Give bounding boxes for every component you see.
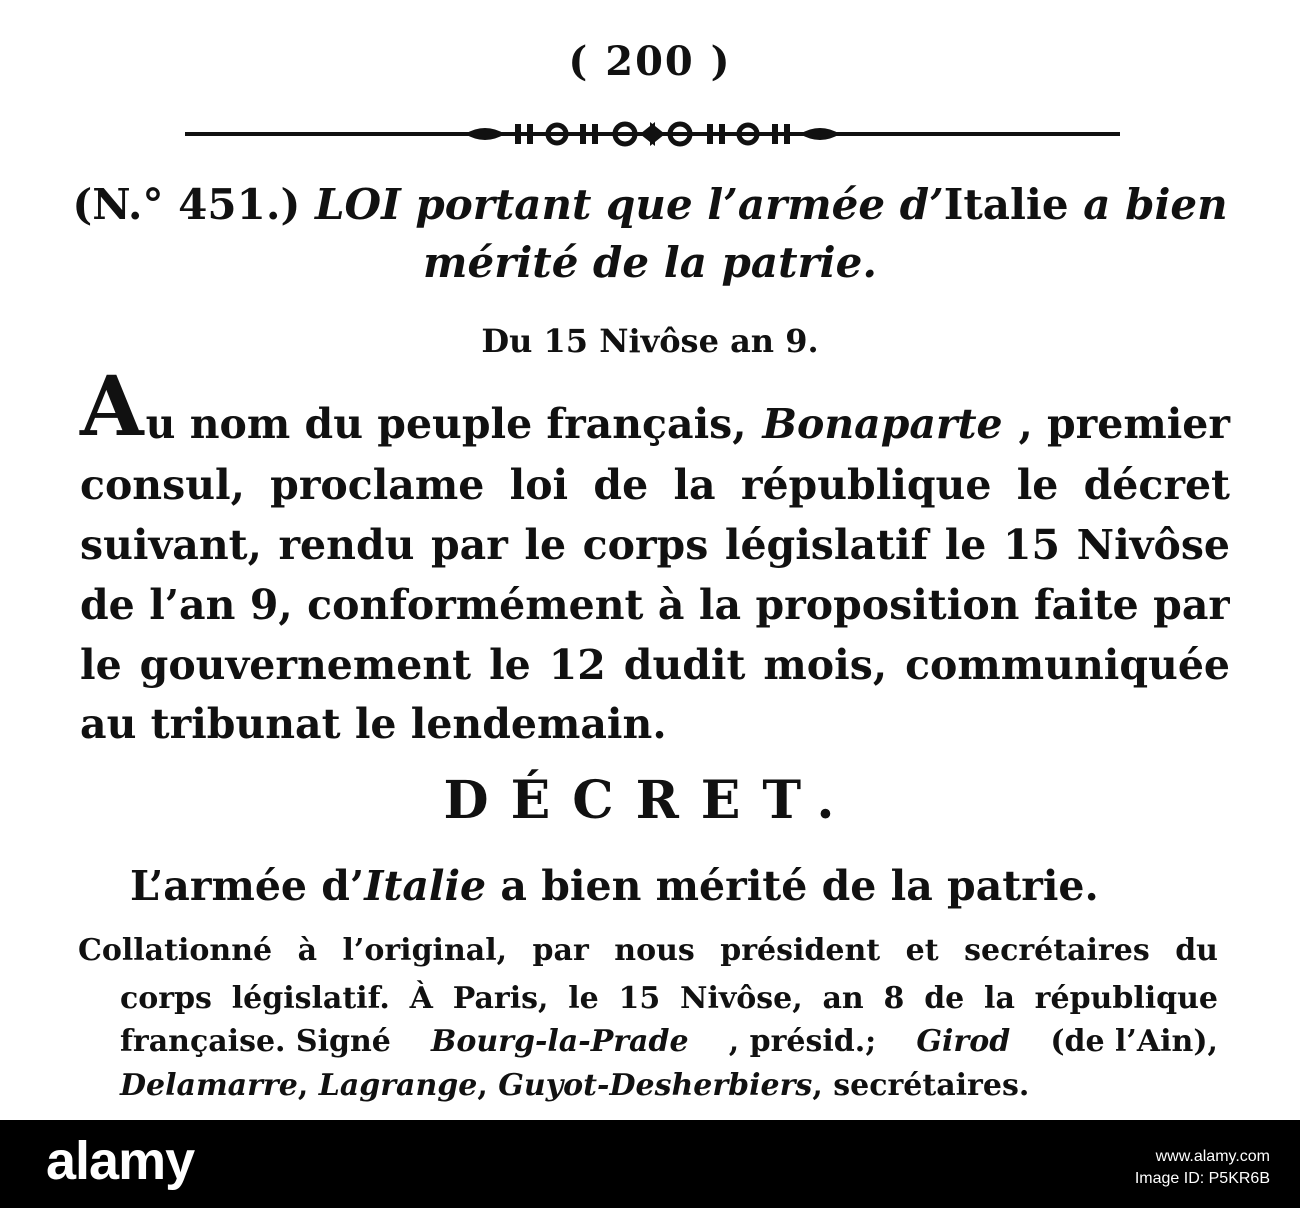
collation-line-1: Collationné à l’original, par nous président et secrétaires du xyxy=(78,933,1218,968)
dateline: Du 15 Nivôse an 9. xyxy=(481,322,819,360)
body-paragraph xyxy=(80,359,1230,455)
signatory-bourg-la-prade: Bourg-la-Prade xyxy=(431,1024,689,1059)
collation-line-2: corps législatif. À Paris, le 15 Nivôse, an 8 de la république xyxy=(120,981,1218,1016)
body-line-4: de l’an 9, conformément à la proposition faite par xyxy=(80,582,1230,628)
signatory-guyot-desherbiers: Guyot-Desherbiers xyxy=(498,1068,813,1103)
law-title-part-3: a bien xyxy=(1083,180,1228,229)
watermark-url: www.alamy.com xyxy=(1155,1148,1270,1165)
ornamental-rule xyxy=(185,112,1120,156)
body-line-6: au tribunat le lendemain. xyxy=(80,700,667,748)
body-line-1-end: , premier xyxy=(1018,400,1230,448)
decret-text-before: L’armée d’ xyxy=(130,862,365,910)
drop-cap: A xyxy=(80,359,144,455)
collation-line-4 xyxy=(120,1068,1100,1103)
decret-text-italie: Italie xyxy=(364,862,487,910)
collation-line-3 xyxy=(120,1024,1218,1059)
body-line-1 xyxy=(80,359,1230,455)
comma: , xyxy=(297,1068,309,1103)
decret-text-after: a bien mérité de la patrie. xyxy=(486,862,1099,910)
page-number: ( 200 ) xyxy=(568,38,732,85)
alamy-logo: alamy xyxy=(46,1131,195,1191)
comma: , xyxy=(477,1068,488,1103)
collation-de-lain: (de l’Ain), xyxy=(1050,1024,1218,1059)
law-title-line-1 xyxy=(0,180,1300,229)
law-title-part-1: LOI portant que l’armée d’ xyxy=(314,180,944,229)
law-title-line-2: mérité de la patrie. xyxy=(423,238,877,287)
collation-signed: française. Signé xyxy=(120,1024,391,1059)
signatory-girod: Girod xyxy=(916,1024,1011,1059)
body-line-5: le gouvernement le 12 dudit mois, communiquée xyxy=(80,642,1230,688)
body-line-1-text: u nom du peuple français, xyxy=(145,400,747,448)
decret-text xyxy=(130,862,1099,910)
decret-heading: DÉCRET. xyxy=(443,770,857,831)
collation-secretaires: , secrétaires. xyxy=(812,1068,1030,1103)
signatory-lagrange: Lagrange xyxy=(318,1068,478,1103)
signatory-delamarre: Delamarre xyxy=(120,1068,298,1103)
law-number: (N.° 451.) xyxy=(72,180,301,229)
body-name-bonaparte: Bonaparte xyxy=(762,400,1003,448)
law-title-italie: Italie xyxy=(943,180,1069,229)
body-line-2: consul, proclame loi de la république le décret xyxy=(80,462,1230,508)
collation-presid: , présid.; xyxy=(728,1024,877,1059)
body-line-3: suivant, rendu par le corps législatif le 15 Nivôse xyxy=(80,522,1230,568)
watermark-image-id: Image ID: P5KR6B xyxy=(1134,1170,1270,1187)
